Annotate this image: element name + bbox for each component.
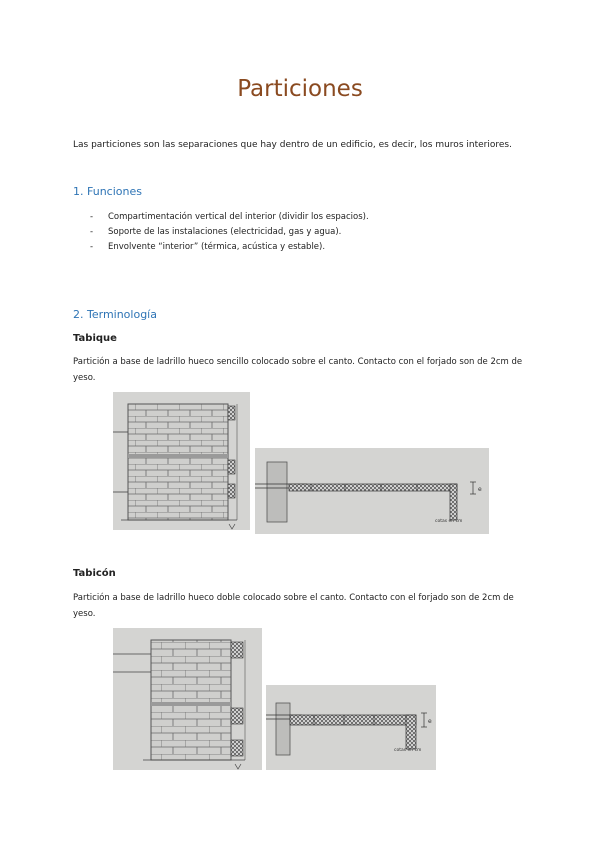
list-item-text: Envolvente “interior” (térmica, acústica y estable). [108,242,326,252]
list-item-text: Compartimentación vertical del interior (dividir los espacios). [108,212,369,222]
tabicon-section-figure [266,685,436,770]
section-heading-terminologia: 2. Terminología [73,308,157,321]
tabicon-elevation-figure [113,628,262,770]
dash-marker: - [90,242,94,252]
section-heading-funciones: 1. Funciones [73,185,142,198]
dimension-mark: e [428,718,432,725]
tabique-elevation-figure [113,392,250,530]
tabique-section-drawing [255,448,489,534]
tabique-section-figure [255,448,489,534]
page-title: Particiones [237,76,363,102]
list-item [90,240,369,255]
tabicon-elevation-drawing [113,628,262,770]
figure-annotation: cotas en cm [435,519,463,524]
tabicon-section-drawing [266,685,436,770]
dash-marker: - [90,227,94,237]
list-item [90,225,369,240]
intro-paragraph: Las particiones son las separaciones que hay dentro de un edificio, es decir, los muros interiores. [73,140,512,150]
figure-annotation: cotas en cm [394,748,422,753]
funciones-list [90,210,369,255]
term-description-tabicon: Partición a base de ladrillo hueco doble colocado sobre el canto. Contacto con el forjado son de 2cm de yeso. [73,593,514,619]
term-description-tabique: Partición a base de ladrillo hueco sencillo colocado sobre el canto. Contacto con el forjado son de 2cm de yeso. [73,357,523,383]
dash-marker: - [90,212,94,222]
dimension-mark: e [478,486,482,493]
tabique-elevation-drawing [113,392,250,530]
term-heading-tabique: Tabique [73,333,117,344]
list-item-text: Soporte de las instalaciones (electricidad, gas y agua). [108,227,342,237]
term-heading-tabicon: Tabicón [73,568,116,579]
list-item [90,210,369,225]
